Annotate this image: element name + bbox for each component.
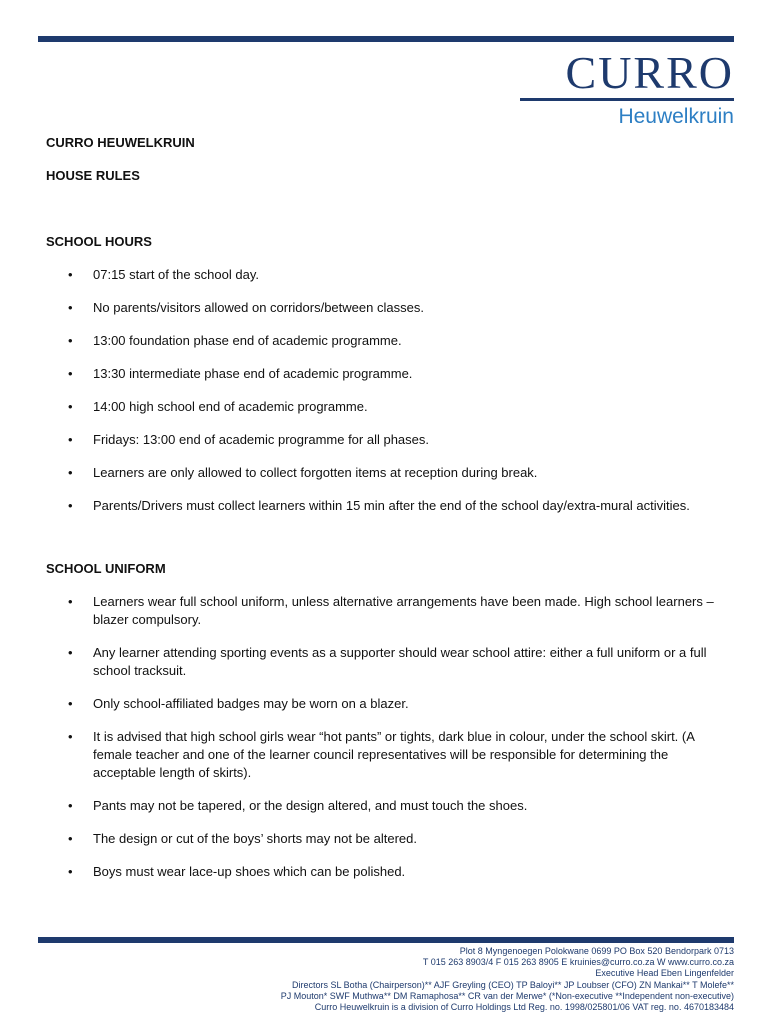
list-item xyxy=(46,266,716,284)
bullet: • xyxy=(68,498,73,513)
rule-text: Pants may not be tapered, or the design altered, and must touch the shoes. xyxy=(93,798,528,813)
rule-text: 13:30 intermediate phase end of academic programme. xyxy=(93,366,413,381)
header-rule xyxy=(38,36,734,42)
bullet: • xyxy=(68,729,73,744)
list-item xyxy=(46,728,716,782)
section-heading-school-hours: SCHOOL HOURS xyxy=(46,234,152,249)
logo-wordmark: CURRO xyxy=(565,47,734,98)
bullet: • xyxy=(68,864,73,879)
school-uniform-list xyxy=(46,593,716,881)
list-item xyxy=(46,332,716,350)
school-hours-list xyxy=(46,266,716,515)
footer-contact-block xyxy=(281,946,734,1013)
bullet: • xyxy=(68,831,73,846)
list-item xyxy=(46,797,716,815)
list-item xyxy=(46,863,716,881)
bullet: • xyxy=(68,399,73,414)
bullet: • xyxy=(68,366,73,381)
rule-text: Fridays: 13:00 end of academic programme for all phases. xyxy=(93,432,430,447)
rule-text: Learners are only allowed to collect forgotten items at reception during break. xyxy=(93,465,538,480)
school-name: CURRO HEUWELKRUIN xyxy=(46,135,195,150)
bullet: • xyxy=(68,300,73,315)
document-title: HOUSE RULES xyxy=(46,168,140,183)
bullet: • xyxy=(68,267,73,282)
document-body xyxy=(46,134,716,896)
list-item xyxy=(46,398,716,416)
footer-contact: T 015 263 8903/4 F 015 263 8905 E kruinies@curro.co.za W www.curro.co.za xyxy=(422,957,734,968)
footer-rule xyxy=(38,937,734,943)
list-item xyxy=(46,644,716,680)
rule-text: It is advised that high school girls wear “hot pants” or tights, dark blue in colour, under the school skirt. (A female teacher and one of the learner council representatives will be responsible for determining the acceptable length of skirts). xyxy=(93,729,695,780)
curro-logo xyxy=(520,47,734,129)
rule-text: 07:15 start of the school day. xyxy=(93,267,259,282)
list-item xyxy=(46,365,716,383)
footer-address: Plot 8 Myngenoegen Polokwane 0699 PO Box 520 Bendorpark 0713 xyxy=(459,946,734,956)
bullet: • xyxy=(68,798,73,813)
bullet: • xyxy=(68,333,73,348)
rule-text: The design or cut of the boys’ shorts may not be altered. xyxy=(93,831,417,846)
rule-text: 14:00 high school end of academic programme. xyxy=(93,399,368,414)
list-item xyxy=(46,431,716,449)
rule-text: 13:00 foundation phase end of academic programme. xyxy=(93,333,402,348)
rule-text: Boys must wear lace-up shoes which can be polished. xyxy=(93,864,406,879)
logo-subtitle: Heuwelkruin xyxy=(618,105,734,128)
footer-registration: Curro Heuwelkruin is a division of Curro Holdings Ltd Reg. no. 1998/025801/06 VAT reg. no. 4670183484 xyxy=(314,1002,734,1013)
list-item xyxy=(46,464,716,482)
list-item xyxy=(46,593,716,629)
bullet: • xyxy=(68,696,73,711)
section-heading-school-uniform: SCHOOL UNIFORM xyxy=(46,561,166,576)
bullet: • xyxy=(68,465,73,480)
logo-underline xyxy=(520,98,734,101)
list-item xyxy=(46,830,716,848)
footer-directors: Directors SL Botha (Chairperson)** AJF Greyling (CEO) TP Baloyi** JP Loubser (CFO) ZN Mankai** T Molefe** xyxy=(292,979,734,990)
bullet: • xyxy=(68,432,73,447)
bullet: • xyxy=(68,594,73,609)
bullet: • xyxy=(68,645,73,660)
list-item xyxy=(46,695,716,713)
footer-directors-continued: PJ Mouton* SWF Muthwa** DM Ramaphosa** CR van der Merwe* (*Non-executive **Independent non-executive) xyxy=(280,990,734,1001)
rule-text: Learners wear full school uniform, unless alternative arrangements have been made. High school learners – blazer compulsory. xyxy=(93,594,714,627)
rule-text: No parents/visitors allowed on corridors/between classes. xyxy=(93,300,424,315)
rule-text: Any learner attending sporting events as a supporter should wear school attire: either a full uniform or a full school tracksuit. xyxy=(93,645,707,678)
footer-executive-head: Executive Head Eben Lingenfelder xyxy=(595,968,734,979)
rule-text: Parents/Drivers must collect learners within 15 min after the end of the school day/extra-mural activities. xyxy=(93,498,690,513)
list-item xyxy=(46,299,716,317)
list-item xyxy=(46,497,716,515)
rule-text: Only school-affiliated badges may be worn on a blazer. xyxy=(93,696,409,711)
